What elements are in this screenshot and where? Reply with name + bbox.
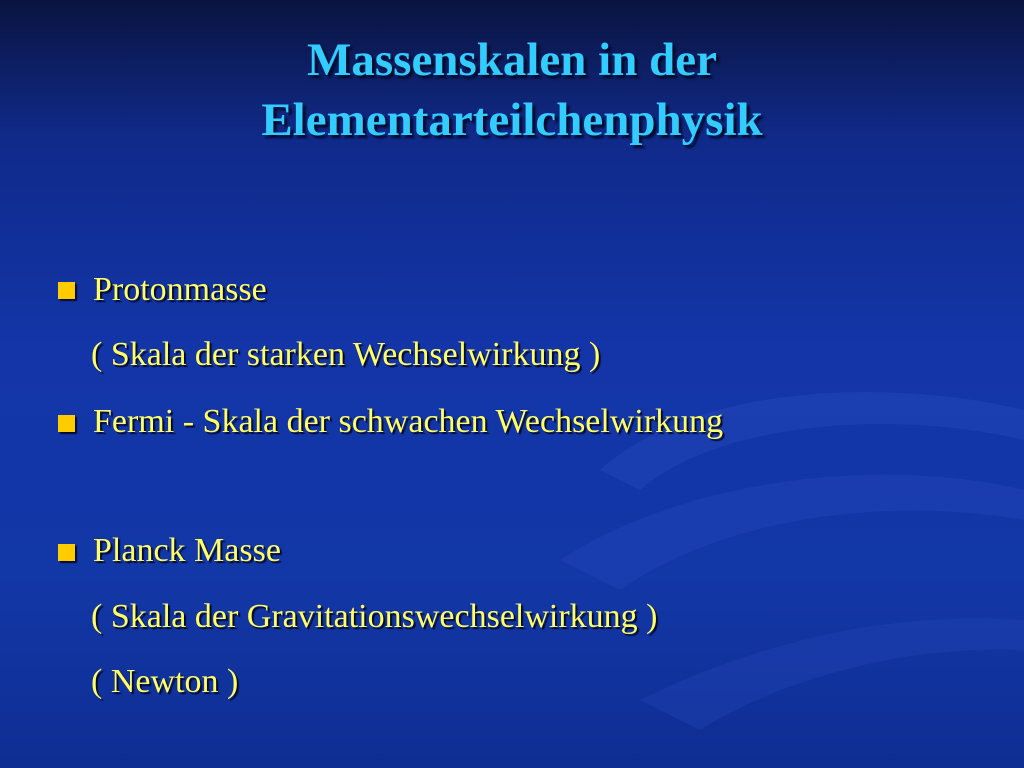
square-bullet-icon xyxy=(58,544,75,561)
bullet-item-fermi-skala: Fermi - Skala der schwachen Wechselwirkung xyxy=(93,403,724,440)
square-bullet-icon xyxy=(58,282,75,299)
sub-item-starke-wechselwirkung: ( Skala der starken Wechselwirkung ) xyxy=(91,336,601,373)
sub-item-newton: ( Newton ) xyxy=(91,663,239,700)
sub-item-gravitationswechselwirkung: ( Skala der Gravitationswechselwirkung ) xyxy=(91,598,658,635)
slide-title-line-1: Massenskalen in der xyxy=(307,34,717,86)
bullet-item-planck-masse: Planck Masse xyxy=(93,532,281,569)
square-bullet-icon xyxy=(58,415,75,432)
bullet-item-protonmasse: Protonmasse xyxy=(93,271,267,308)
slide-title-line-2: Elementarteilchenphysik xyxy=(261,94,763,146)
